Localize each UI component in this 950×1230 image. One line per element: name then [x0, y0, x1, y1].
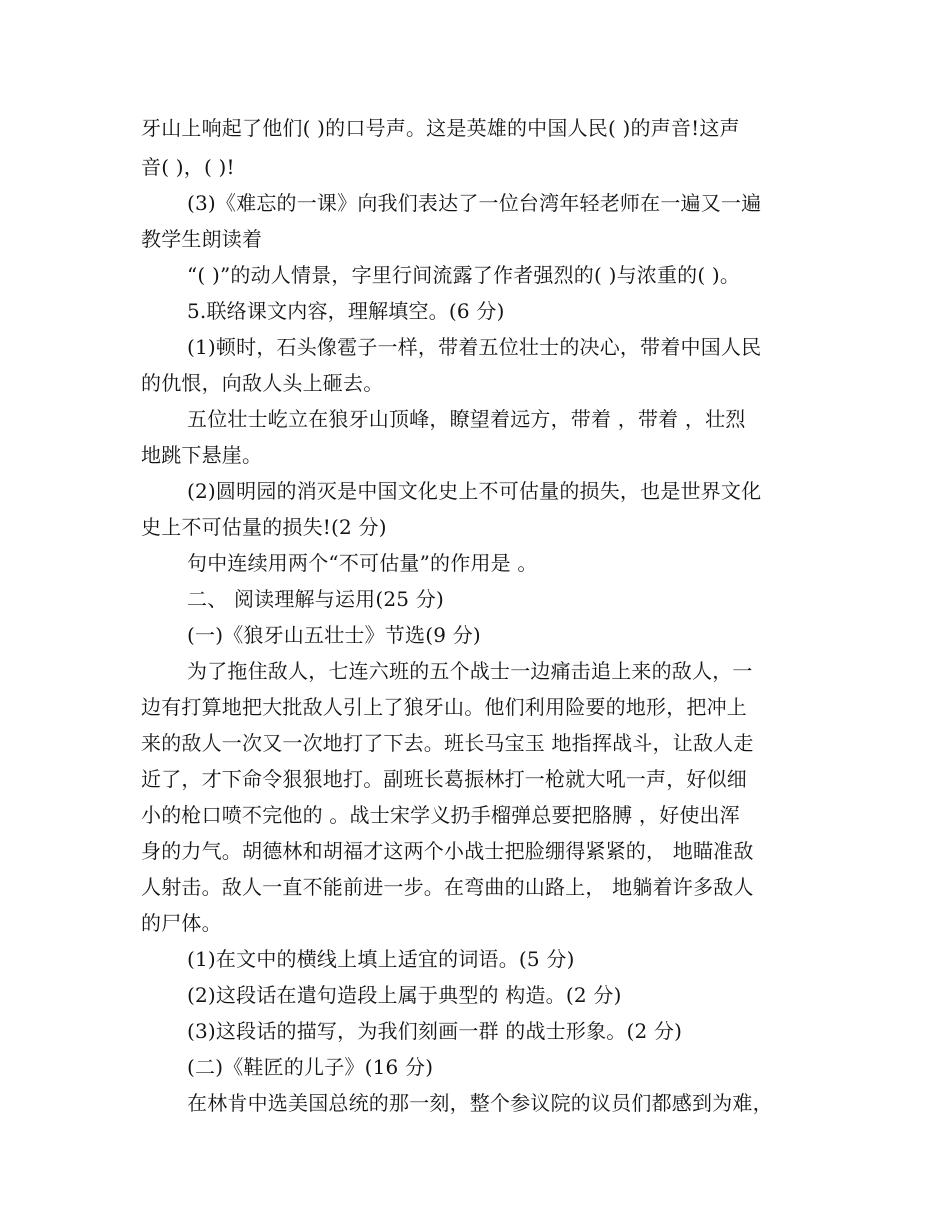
question-line: (1)在文中的横线上填上适宜的词语。(5 分) — [187, 947, 575, 971]
text-line: 音( )，( )! — [141, 155, 235, 179]
section-heading: 二、 阅读理解与运用(25 分) — [187, 587, 444, 611]
section-heading: 5.联络课文内容，理解填空。(6 分) — [187, 299, 505, 323]
text-line: (2)圆明园的消灭是中国文化史上不可估量的损失，也是世界文化 — [187, 479, 762, 503]
text-line: 史上不可估量的损失!(2 分) — [141, 515, 387, 539]
text-line: 小的枪口喷不完他的 。战士宋学义扔手榴弹总要把胳膊 ，好使出浑 — [141, 803, 740, 827]
text-line: 地跳下悬崖。 — [141, 443, 263, 467]
text-line: 近了，才下命令狠狠地打。副班长葛振林打一枪就大吼一声，好似细 — [141, 767, 747, 791]
text-line: 来的敌人一次又一次地打了下去。班长马宝玉 地指挥战斗，让敌人走 — [141, 731, 754, 755]
text-line: 边有打算地把大批敌人引上了狼牙山。他们利用险要的地形，把冲上 — [141, 695, 747, 719]
text-line: “( )”的动人情景，字里行间流露了作者强烈的( )与浓重的( )。 — [187, 263, 741, 287]
question-line: (2)这段话在遣句造段上属于典型的 构造。(2 分) — [187, 983, 622, 1007]
text-line: 教学生朗读着 — [141, 227, 263, 251]
text-line: 五位壮士屹立在狼牙山顶峰，瞭望着远方，带着 ，带着 ，壮烈 — [187, 407, 746, 431]
question-line: (3)这段话的描写，为我们刻画一群 的战士形象。(2 分) — [187, 1019, 683, 1043]
text-line: 的尸体。 — [141, 911, 222, 935]
text-line: 在林肯中选美国总统的那一刻，整个参议院的议员们都感到为难， — [187, 1091, 773, 1115]
text-line: 人射击。敌人一直不能前进一步。在弯曲的山路上， 地躺着许多敌人 — [141, 875, 754, 899]
text-line: (3)《难忘的一课》向我们表达了一位台湾年轻老师在一遍又一遍 — [187, 191, 762, 215]
section-heading: (一)《狼牙山五壮士》节选(9 分) — [187, 623, 481, 647]
text-line: 身的力气。胡德林和胡福才这两个小战士把脸绷得紧紧的， 地瞄准敌 — [141, 839, 754, 863]
text-line: 牙山上响起了他们( )的口号声。这是英雄的中国人民( )的声音!这声 — [141, 116, 740, 140]
text-line: 的仇恨，向敌人头上砸去。 — [141, 371, 384, 395]
text-line: (1)顿时，石头像雹子一样，带着五位壮士的决心，带着中国人民 — [187, 335, 762, 359]
text-line: 句中连续用两个“不可估量”的作用是 。 — [187, 551, 538, 575]
text-line: 为了拖住敌人，七连六班的五个战士一边痛击追上来的敌人，一 — [187, 659, 753, 683]
section-heading: (二)《鞋匠的儿子》(16 分) — [187, 1055, 434, 1079]
